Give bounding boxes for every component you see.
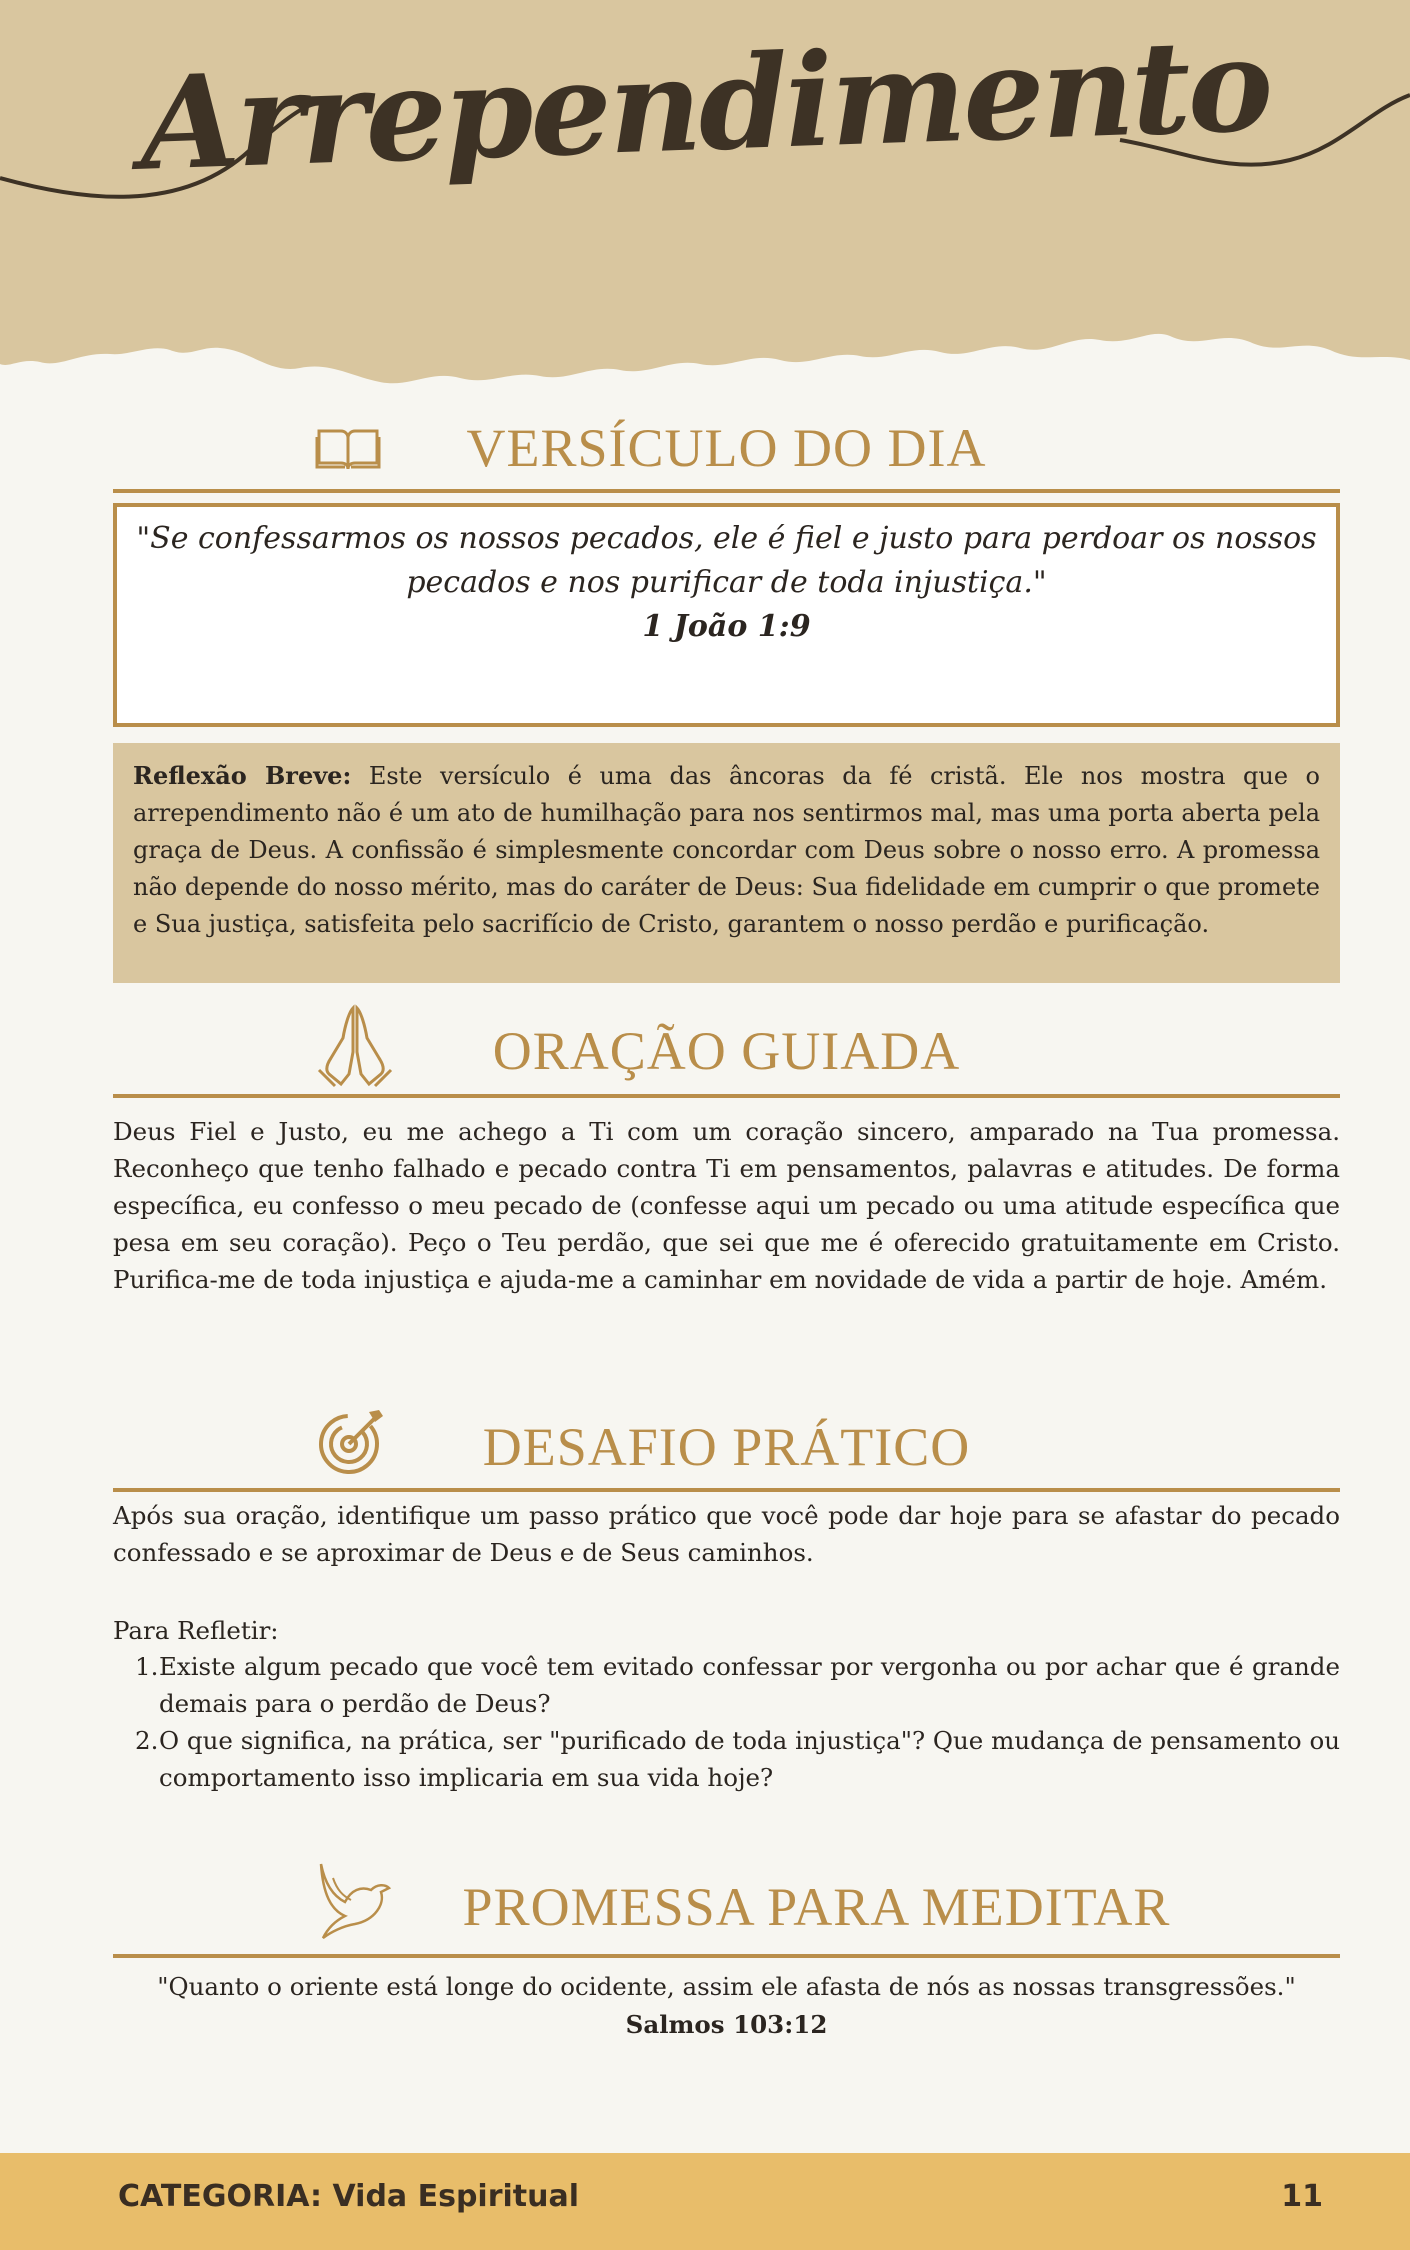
header-banner <box>0 0 1410 400</box>
section-heading: ORAÇÃO GUIADA <box>492 1021 961 1081</box>
promise-block <box>113 1968 1340 2044</box>
reflection-label: Reflexão Breve: <box>133 761 352 790</box>
verse-section-header <box>113 415 1340 493</box>
promise-section-header <box>113 1856 1340 1958</box>
list-item <box>113 1648 1340 1722</box>
footer-category: CATEGORIA: Vida Espiritual <box>118 2179 580 2214</box>
section-heading: VERSÍCULO DO DIA <box>466 418 987 478</box>
list-item-text: O que significa, na prática, ser "purificado de toda injustiça"? Que mudança de pensamento ou comportamento isso implicaria em sua vida hoje? <box>159 1726 1340 1792</box>
reflection-box <box>113 743 1340 983</box>
list-number: 2. <box>135 1726 159 1755</box>
verse-reference: 1 João 1:9 <box>642 609 811 644</box>
prayer-section-header <box>113 1000 1340 1098</box>
footer-bar <box>0 2153 1410 2250</box>
reflection-text: Este versículo é uma das âncoras da fé cristã. Ele nos mostra que o arrependimento não é um ato de humilhação para nos sentirmos mal, mas uma porta aberta pela graça de Deus. A confissão é simplesmente concordar com Deus sobre o nosso erro. A promessa não depende do nosso mérito, mas do caráter de Deus: Sua fidelidade em cumprir o que promete e Sua justiça, satisfeita pelo sacrifício de Cristo, garantem o nosso perdão e purificação. <box>133 762 1320 938</box>
questions-list <box>113 1648 1340 1796</box>
verse-text: "Se confessarmos os nossos pecados, ele é fiel e justo para perdoar os nossos pecados e nos purificar de toda injustiça." <box>136 521 1317 600</box>
page-title: Arrependimento <box>137 10 1273 200</box>
section-heading: DESAFIO PRÁTICO <box>482 1417 971 1477</box>
challenge-text: Após sua oração, identifique um passo prático que você pode dar hoje para se afastar do pecado confessado e se aproximar de Deus e de Seus caminhos. <box>113 1501 1340 1567</box>
challenge-section-header <box>113 1400 1340 1492</box>
prayer-text: Deus Fiel e Justo, eu me achego a Ti com um coração sincero, amparado na Tua promessa. Reconheço que tenho falhado e pecado contra Ti em pensamentos, palavras e atitudes. De forma específica, eu confesso o meu pecado de (confesse aqui um pecado ou uma atitude específica que pesa em seu coração). Peço o Teu perdão, que sei que me é oferecido gratuitamente em Cristo. Purifica-me de toda injustiça e ajuda-me a caminhar em novidade de vida a partir de hoje. Amém. <box>113 1117 1340 1294</box>
promise-verse: "Quanto o oriente está longe do ocidente, assim ele afasta de nós as nossas transgressões." <box>157 1972 1296 2001</box>
page-number: 11 <box>1281 2179 1323 2214</box>
section-heading: PROMESSA PARA MEDITAR <box>462 1877 1171 1937</box>
reflect-label: Para Refletir: <box>113 1616 279 1645</box>
list-item-text: Existe algum pecado que você tem evitado confessar por vergonha ou por achar que é grande demais para o perdão de Deus? <box>159 1652 1340 1718</box>
list-item <box>113 1722 1340 1796</box>
questions-list-wrap <box>113 1648 1340 1796</box>
promise-reference: Salmos 103:12 <box>625 2010 828 2039</box>
verse-box <box>113 503 1340 727</box>
list-number: 1. <box>135 1652 159 1681</box>
